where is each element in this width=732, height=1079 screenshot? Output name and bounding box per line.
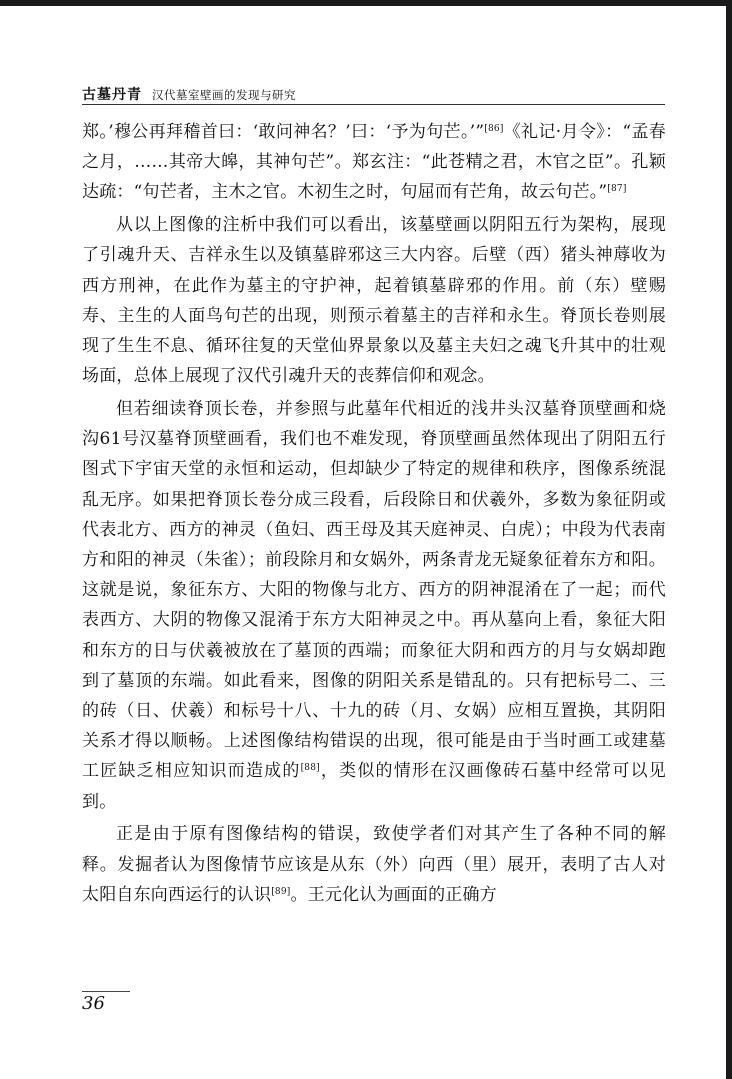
body-text (82, 117, 666, 910)
header-divider (82, 104, 665, 105)
paragraph-text: 从以上图像的注析中我们可以看出，该墓壁画以阴阳五行为架构，展现了引魂升天、吉祥永生以及镇墓辟邪这三大内容。后壁（西）猪头神蓐收为西方刑神，在此作为墓主的守护神，起着镇墓辟邪的作用。前（东）壁赐寿、主生的人面鸟句芒的出现，则预示着墓主的吉祥和永生。脊顶长卷则展现了生生不息、循环往复的天堂仙界景象以及墓主夫妇之魂飞升其中的壮观场面，总体上展现了汉代引魂升天的丧葬信仰和观念。 (82, 215, 666, 387)
citation-ref: [87] (607, 184, 627, 195)
paragraph-text: 正是由于原有图像结构的错误，致使学者们对其产生了各种不同的解释。发掘者认为图像情节应该是从东（外）向西（里）展开，表明了古人对太阳自东向西运行的认识 (82, 824, 666, 905)
paragraph-text: 。王元化认为画面的正确方 (290, 884, 497, 905)
paragraph (82, 394, 666, 817)
citation-ref: [89] (271, 886, 291, 897)
scan-border-top (0, 0, 732, 6)
paragraph-text: 郑。’穆公再拜稽首曰：‘敢问神名？’曰：‘予为句芒。’” (82, 122, 485, 142)
paragraph-text: ，类似的情形在汉画像砖石墓中经常可以见到。 (82, 761, 666, 812)
citation-ref: [86] (484, 124, 504, 134)
paragraph (82, 210, 666, 391)
paragraph-text: 但若细读脊顶长卷，并参照与此墓年代相近的浅井头汉墓脊顶壁画和烧沟61号汉墓脊顶壁画看，我们也不难发现，脊顶壁画虽然体现出了阴阳五行图式下宇宙天堂的永恒和运动，但却缺少了特定的规律和秩序，图像系统混乱无序。如果把脊顶长卷分成三段看，后段除日和伏羲外，多数为象征阴或代表北方、西方的神灵（鱼妇、西王母及其天庭神灵、白虎）；中段为代表南方和阳的神灵（朱雀）；前段除月和女娲外，两条青龙无疑象征着东方和阳。这就是说，象征东方、大阳的物像与北方、西方的阴神混淆在了一起；而代表西方、大阴的物像又混淆于东方大阳神灵之中。再从墓向上看，象征大阳和东方的日与伏羲被放在了墓顶的西端；而象征大阴和西方的月与女娲却跑到了墓顶的东端。如此看来，图像的阴阳关系是错乱的。只有把标号二、三的砖（日、伏羲）和标号十八、十九的砖（月、女娲）应相互置换，其阴阳关系才得以顺畅。上述图像结构错误的出现，很可能是由于当时画工或建墓工匠缺乏相应知识而造成的 (82, 399, 666, 782)
page-number: 36 (82, 993, 105, 1014)
scan-border-right (726, 0, 732, 1079)
paragraph-text: 《礼记·月令》：“孟春之月，……其帝大皞，其神句芒”。郑玄注：“此苍精之君，木官之臣”。孔颖达疏：“句芒者，主木之官。木初生之时，句屈而有芒角，故云句芒。” (82, 122, 667, 203)
citation-ref: [88] (300, 763, 320, 774)
running-header (82, 84, 662, 102)
footer-divider (82, 991, 130, 992)
paragraph (82, 819, 666, 910)
paragraph (82, 117, 666, 208)
book-title: 汉代墓室壁画的发现与研究 (152, 88, 296, 102)
series-title: 古墓丹青 (82, 87, 142, 103)
